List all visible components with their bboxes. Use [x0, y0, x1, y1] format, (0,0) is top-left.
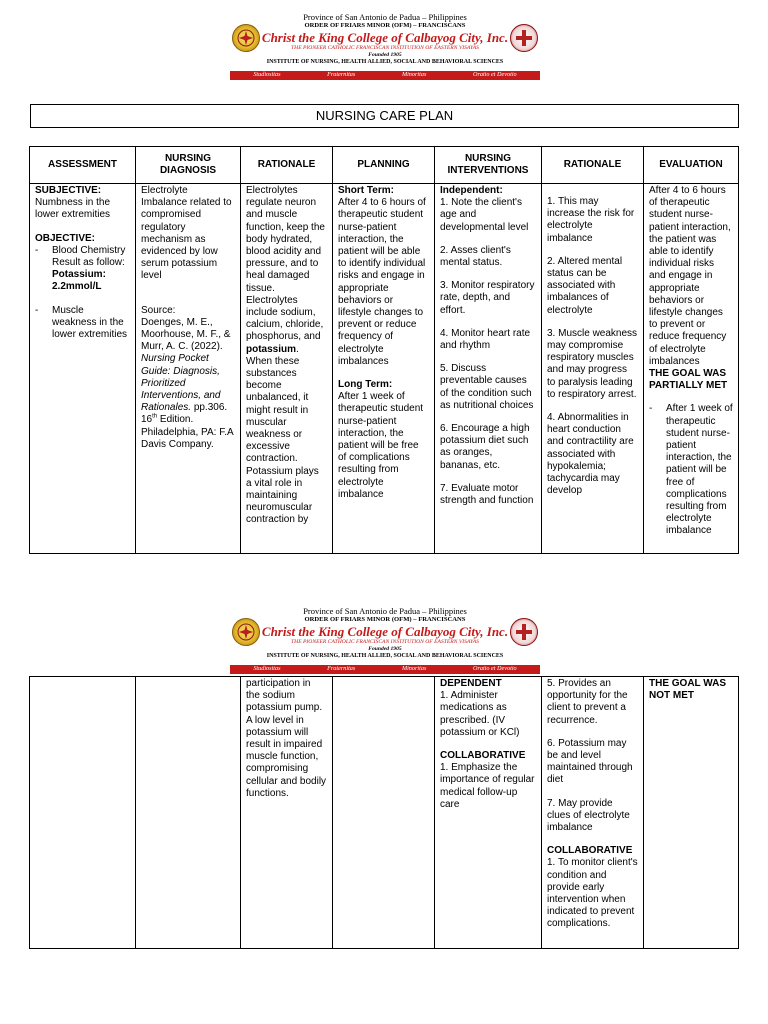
intervention-item: 1. Note the client's age and developmental level	[440, 197, 529, 233]
care-plan-table	[29, 146, 739, 554]
collaborative-label: COLLABORATIVE	[547, 845, 633, 857]
goal-status: THE GOAL WAS PARTIALLY MET	[649, 368, 728, 392]
pioneer-line: THE PIONEER CATHOLIC FRANCISCAN INSTITUTION OF EASTERN VISAYAS	[291, 639, 479, 645]
column-header: EVALUATION	[644, 147, 739, 184]
source-book-title: Nursing Pocket Guide: Diagnosis, Prioritized Interventions, and Rationales.	[141, 353, 221, 414]
college-name: Christ the King College of Calbayog City, Inc.	[261, 624, 509, 639]
rationale-bold-word: potassium	[246, 343, 297, 355]
list-item: - Muscle weakness in the lower extremities	[35, 305, 130, 342]
source-label: Source:	[141, 304, 176, 316]
rationale-item: 3. Muscle weakness may compromise respiratory muscles and may progress to paralysis leading to respiratory arrest.	[547, 327, 638, 400]
rationale-text: participation in the sodium potassium pump. A low level in potassium will result in impaired muscle function, compromising cellular and bodily functions.	[246, 678, 327, 799]
evaluation-cell	[644, 677, 739, 949]
rationale2-cell	[542, 677, 644, 949]
pioneer-line: THE PIONEER CATHOLIC FRANCISCAN INSTITUTION OF EASTERN VISAYAS	[291, 45, 479, 51]
lab-result-value: Potassium: 2.2mmol/L	[52, 269, 106, 293]
planning-cell	[333, 184, 435, 554]
intervention-item: 7. Evaluate motor strength and function	[440, 482, 534, 507]
letterhead	[200, 606, 570, 660]
interventions-cell	[435, 677, 542, 949]
rationale-cell	[241, 184, 333, 554]
list-item: - After 1 week of therapeutic student nurse-patient interaction, the patient will be free of complications resulting from electrolyte imbalance	[649, 403, 733, 537]
rationale-item: 1. This may increase the risk for electrolyte imbalance	[547, 196, 635, 244]
column-header: NURSING INTERVENTIONS	[435, 147, 542, 184]
planning-cell	[333, 677, 435, 949]
diagnosis-cell	[136, 677, 241, 949]
objective-list	[35, 245, 130, 341]
source-publisher: Philadelphia, PA: F.A Davis Company.	[141, 426, 234, 450]
motto: Studiositas	[253, 71, 281, 79]
short-term-label: Short Term:	[338, 185, 394, 196]
source-authors: Doenges, M. E., Moorhouse, M. F., & Murr, A. C. (2022).	[141, 316, 231, 353]
lab-result-text: Blood Chemistry Result as follow:	[52, 244, 126, 269]
dependent-label: DEPENDENT	[440, 678, 502, 689]
intervention-item: 3. Monitor respiratory rate, depth, and effort.	[440, 280, 535, 316]
rationale-item: 4. Abnormalities in heart conduction and contractility are associated with hypokalemia; tachycardia may develop	[547, 412, 634, 497]
care-plan-table-continued	[29, 676, 739, 949]
motto-bar	[230, 71, 540, 80]
column-header: RATIONALE	[241, 147, 333, 184]
intervention-item: 4. Monitor heart rate and rhythm	[440, 327, 531, 352]
intervention-item: 1. Emphasize the importance of regular medical follow-up care	[440, 762, 535, 810]
goal-status: THE GOAL WAS NOT MET	[649, 678, 727, 702]
collaborative-label: COLLABORATIVE	[440, 750, 526, 762]
motto-bar	[230, 665, 540, 674]
rationale-item: 1. To monitor client's condition and provide early intervention when indicated to prevent complications.	[547, 857, 638, 930]
rationale-cell	[241, 677, 333, 949]
objective-label: OBJECTIVE:	[35, 232, 96, 244]
short-term-text: After 4 to 6 hours of therapeutic student nurse-patient interaction, the patient will be able to identify individual risks and engage in appropriate behaviors or lifestyle changes to prevent or reduce frequency of electrolyte imbalances	[338, 197, 426, 367]
diagnosis-text: Electrolyte Imbalance related to compromised regulatory mechanism as evidenced by low serum potassium level	[141, 185, 232, 282]
subjective-text: Numbness in the lower extremities	[35, 197, 111, 221]
province-line: Province of San Antonio de Padua – Philippines	[303, 12, 467, 22]
intervention-item: 6. Encourage a high potassium diet such as oranges, bananas, etc.	[440, 423, 530, 471]
founded-line: Founded 1905	[368, 646, 402, 652]
rationale-item: 6. Potassium may be and level maintained through diet	[547, 737, 633, 786]
column-header: NURSING DIAGNOSIS	[136, 147, 241, 184]
table-row	[30, 677, 739, 949]
evaluation-text: After 4 to 6 hours of therapeutic student nurse-patient interaction, the patient was able to identify individual risks and engage in appropriate behaviors or lifestyle changes to prevent or reduce frequency of electrolyte imbalances	[649, 185, 731, 367]
interventions-cell	[435, 184, 542, 554]
rationale2-cell	[542, 184, 644, 554]
rationale-item: 2. Altered mental status can be associated with imbalances of electrolyte	[547, 255, 623, 316]
rationale-item: 7. May provide clues of electrolyte imbalance	[547, 797, 630, 834]
subjective-label: SUBJECTIVE:	[35, 185, 102, 196]
diagnosis-cell	[136, 184, 241, 554]
rationale-item: 5. Provides an opportunity for the client to prevent a recurrence.	[547, 678, 628, 726]
table-row	[30, 184, 739, 554]
intervention-item: 5. Discuss preventable causes of the condition such as nutritional choices	[440, 363, 534, 411]
intervention-item: 2. Asses client's mental status.	[440, 244, 511, 269]
letterhead	[200, 12, 570, 66]
column-header: RATIONALE	[542, 147, 644, 184]
order-line: ORDER OF FRIARS MINOR (OFM) – FRANCISCANS	[304, 22, 466, 29]
list-item	[35, 245, 130, 305]
long-term-label: Long Term:	[338, 379, 393, 391]
column-header: ASSESSMENT	[30, 147, 136, 184]
edition-suffix: th	[152, 414, 158, 421]
assessment-cell	[30, 677, 136, 949]
intervention-item: 1. Administer medications as prescribed. (IV potassium or KCl)	[440, 690, 520, 738]
motto: Minoritas	[401, 71, 427, 79]
column-header: PLANNING	[333, 147, 435, 184]
motto: Oratio et Devotio	[472, 71, 517, 79]
rationale-text-cont: . When these substances become unbalanced, it might result in muscular weakness or excessive contraction. Potassium plays a vital role in maintaining neuromuscular contraction by	[246, 343, 319, 526]
province-line: Province of San Antonio de Padua – Philippines	[303, 606, 467, 616]
evaluation-cell	[644, 184, 739, 554]
source-edition: Edition.	[159, 414, 194, 426]
rationale-text: Electrolytes regulate neuron and muscle function, keep the body hydrated, blood acidity and pressure, and to heal damaged tissue. Electrolytes include sodium, calcium, chloride, phosphorus, and	[246, 185, 325, 343]
motto: Minoritas	[401, 665, 427, 673]
institute-line: INSTITUTE OF NURSING, HEALTH ALLIED, SOCIAL AND BEHAVIORAL SCIENCES	[266, 653, 504, 659]
motto: Fraternitas	[327, 665, 356, 673]
motto: Fraternitas	[327, 71, 356, 79]
evaluation-list	[649, 403, 733, 537]
long-term-text: After 1 week of therapeutic student nurse-patient interaction, the patient will be free of complications resulting from electrolyte imbalance	[338, 391, 424, 500]
founded-line: Founded 1905	[368, 52, 402, 58]
source-pages: pp.306. 16	[141, 402, 228, 426]
order-line: ORDER OF FRIARS MINOR (OFM) – FRANCISCANS	[304, 616, 466, 623]
page-title: NURSING CARE PLAN	[30, 104, 739, 128]
institute-line: INSTITUTE OF NURSING, HEALTH ALLIED, SOCIAL AND BEHAVIORAL SCIENCES	[266, 59, 504, 65]
header-row	[30, 147, 739, 184]
independent-label: Independent:	[440, 185, 503, 196]
motto: Studiositas	[253, 665, 281, 673]
college-name: Christ the King College of Calbayog City, Inc.	[261, 30, 509, 45]
motto: Oratio et Devotio	[472, 665, 517, 673]
assessment-cell	[30, 184, 136, 554]
